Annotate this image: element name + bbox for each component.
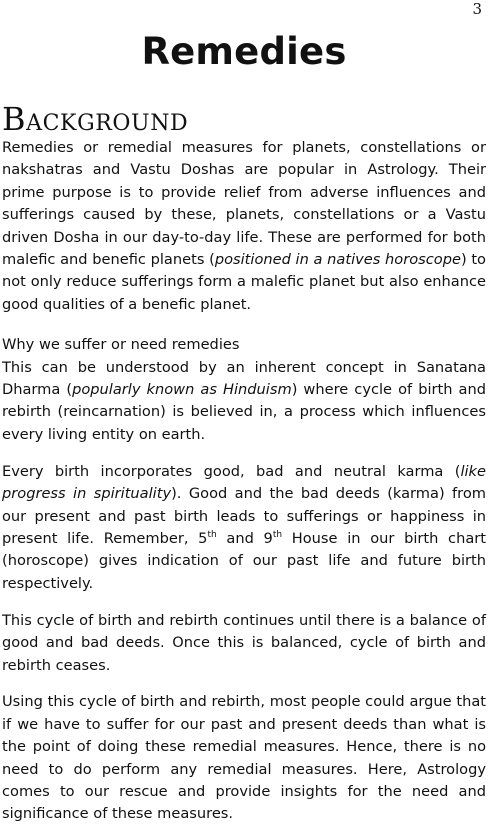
page-number: 3 <box>472 0 482 18</box>
paragraph-3-text-d: House in our birth chart (horoscope) gives indication of our past life and future birth respectively. <box>2 530 486 592</box>
subheading: Why we suffer or need remedies <box>2 336 240 354</box>
paragraph-2-text-a: This can be understood by an inherent concept in Sanatana Dharma ( <box>2 358 486 399</box>
paragraph-3-text-b: ). Good and the bad deeds (karma) from our present and past birth leads to sufferings or happiness in present life. Remember, 5 <box>2 485 486 547</box>
paragraph-1-text-a: Remedies or remedial measures for planets, constellations or nakshatras and Vastu Doshas are popular in Astrology. Their prime purpose is to provide relief from adverse influences and sufferings caused by these, planets, constellations or a Vastu driven Dosha in our day-to-day life. These are performed for both malefic and benefic planets ( <box>2 139 486 269</box>
section-heading-initial: B <box>2 100 27 138</box>
paragraph-2-text-b: ) where cycle of birth and rebirth (reincarnation) is believed in, a process which influences every living entity on earth. <box>2 381 487 443</box>
paragraph-1-italic: positioned in a natives horoscope <box>214 251 461 269</box>
superscript-th-1: th <box>207 530 217 541</box>
chapter-title: Remedies <box>141 30 347 73</box>
paragraph-2 <box>2 357 486 447</box>
section-heading-rest: ACKGROUND <box>26 111 189 136</box>
paragraph-4: This cycle of birth and rebirth continues until there is a balance of good and bad deeds. Once this is balanced, cycle of birth and rebirth ceases. <box>2 611 486 674</box>
body-text <box>2 137 486 826</box>
paragraph-3-text-c: and 9 <box>216 530 273 547</box>
superscript-th-2: th <box>272 530 283 541</box>
paragraph-1-text-b: ) to not only reduce sufferings form a malefic planet but also enhance good qualities of a benefic planet. <box>2 251 486 313</box>
paragraph-2-italic: popularly known as Hinduism <box>72 381 292 399</box>
paragraph-3-text-a: Every birth incorporates good, bad and neutral karma ( <box>2 462 461 480</box>
paragraph-1 <box>2 137 486 316</box>
paragraph-5: Using this cycle of birth and rebirth, most people could argue that if we have to suffer for our past and present deeds than what is the point of doing these remedial measures. Hence, there is no need to do perform any remedial measures. Here, Astrology comes to our rescue and provide insights for the need and significance of these measures. <box>2 693 486 823</box>
section-heading <box>2 100 188 138</box>
paragraph-3-italic: like progress in spirituality <box>2 462 486 503</box>
paragraph-3 <box>2 461 486 595</box>
